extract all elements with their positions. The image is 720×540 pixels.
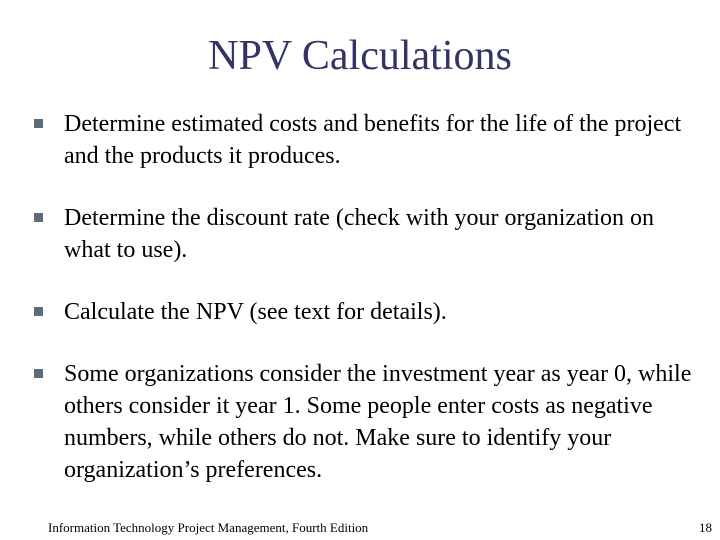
square-bullet-icon	[34, 369, 43, 378]
page-number: 18	[699, 520, 712, 535]
bullet-item	[34, 358, 694, 486]
bullet-text: Some organizations consider the investment year as year 0, while others consider it year 1. Some people enter costs as negative numbers, while others do not. Make sure to identify your organization’s preferences.	[64, 361, 692, 483]
bullet-text: Determine estimated costs and benefits for the life of the project and the products it produces.	[64, 111, 682, 169]
square-bullet-icon	[34, 307, 43, 316]
bullet-item	[34, 202, 694, 266]
slide-title: NPV Calculations	[208, 33, 512, 79]
bullet-item	[34, 296, 694, 328]
square-bullet-icon	[34, 213, 43, 222]
bullet-list	[34, 108, 694, 516]
bullet-text: Determine the discount rate (check with your organization on what to use).	[64, 205, 655, 263]
bullet-item	[34, 108, 694, 172]
square-bullet-icon	[34, 119, 43, 128]
footer-text: Information Technology Project Management, Fourth Edition	[48, 520, 369, 535]
bullet-text: Calculate the NPV (see text for details).	[64, 299, 447, 325]
